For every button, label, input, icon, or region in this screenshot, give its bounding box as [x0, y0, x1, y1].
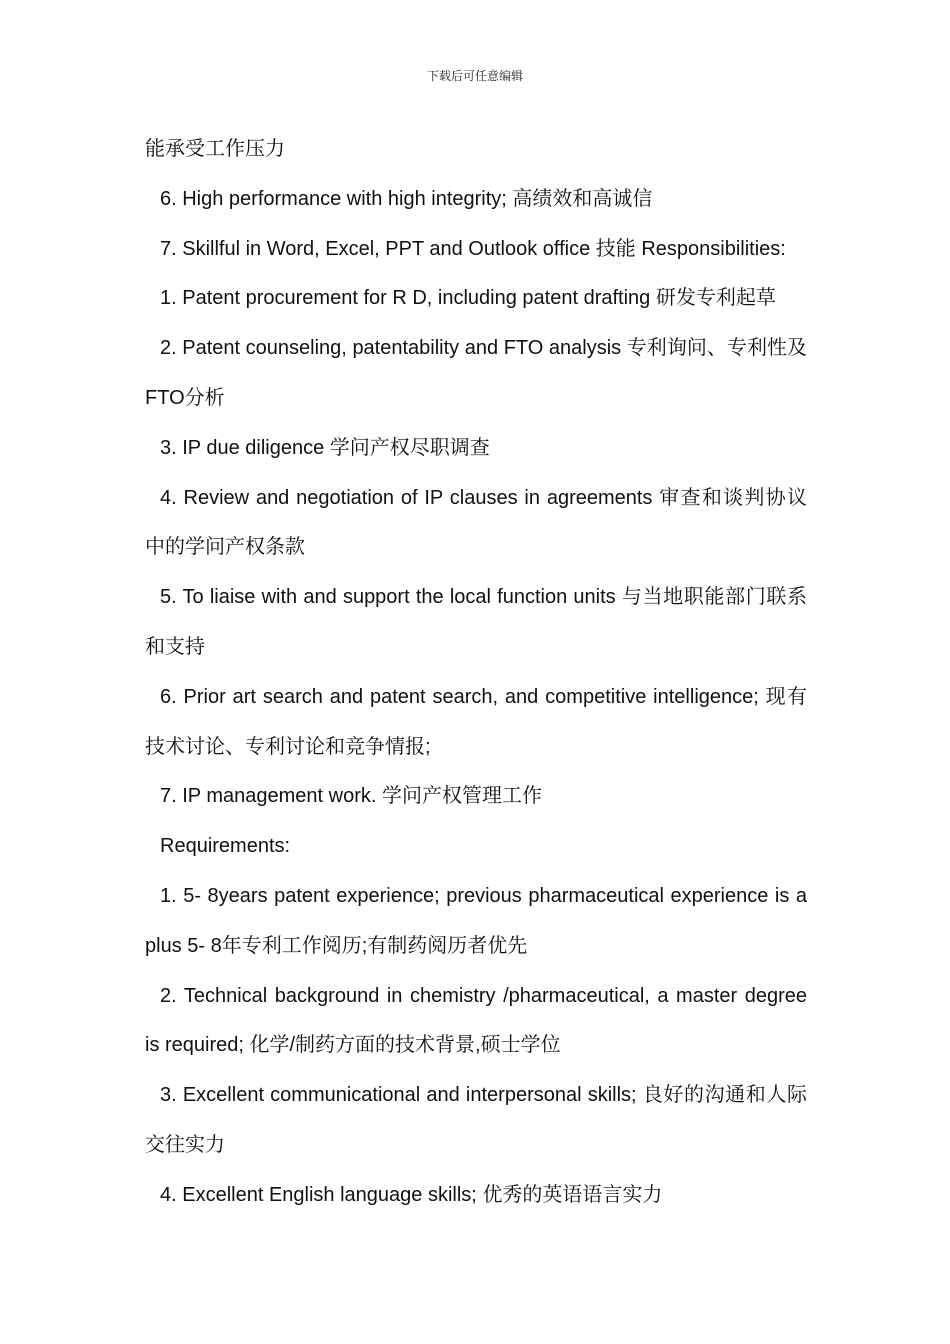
page-header: 下载后可任意编辑	[426, 69, 523, 83]
paragraph-requirement-2: 2. Technical background in chemistry /pharmaceutical, a master degree is required; 化学/制药方面的技术背景,硕士学位	[145, 984, 807, 1057]
paragraph-responsibility-6: 6. Prior art search and patent search, and competitive intelligence; 现有技术讨论、专利讨论和竞争情报;	[145, 685, 807, 758]
paragraph-responsibility-3: 3. IP due diligence 学问产权尽职调查	[160, 436, 490, 459]
paragraph-responsibility-5: 5. To liaise with and support the local function units 与当地职能部门联系和支持	[145, 586, 807, 658]
document-body	[145, 125, 807, 1221]
paragraph-requirement-3: 3. Excellent communicational and interpersonal skills; 良好的沟通和人际交往实力	[145, 1084, 807, 1156]
paragraph-requirement-4: 4. Excellent English language skills; 优秀的英语语言实力	[160, 1183, 663, 1206]
paragraph-responsibility-1: 1. Patent procurement for R D, including patent drafting 研发专利起草	[160, 287, 776, 310]
paragraph-pressure: 能承受工作压力	[145, 138, 285, 160]
paragraph-requirement-1: 1. 5- 8years patent experience; previous pharmaceutical experience is a plus 5- 8年专利工作阅历;有制药阅历者优先	[145, 884, 807, 957]
paragraph-responsibility-7: 7. IP management work. 学问产权管理工作	[160, 785, 542, 808]
paragraph-requirements-heading: Requirements:	[160, 835, 291, 858]
paragraph-responsibility-2: 2. Patent counseling, patentability and FTO analysis 专利询问、专利性及FTO分析	[145, 337, 807, 409]
paragraph-qualification-6: 6. High performance with high integrity; 高绩效和高诚信	[160, 187, 653, 210]
paragraph-responsibility-4: 4. Review and negotiation of IP clauses in agreements 审查和谈判协议中的学问产权条款	[145, 486, 807, 559]
paragraph-qualification-7: 7. Skillful in Word, Excel, PPT and Outlook office 技能 Responsibilities:	[160, 237, 786, 260]
